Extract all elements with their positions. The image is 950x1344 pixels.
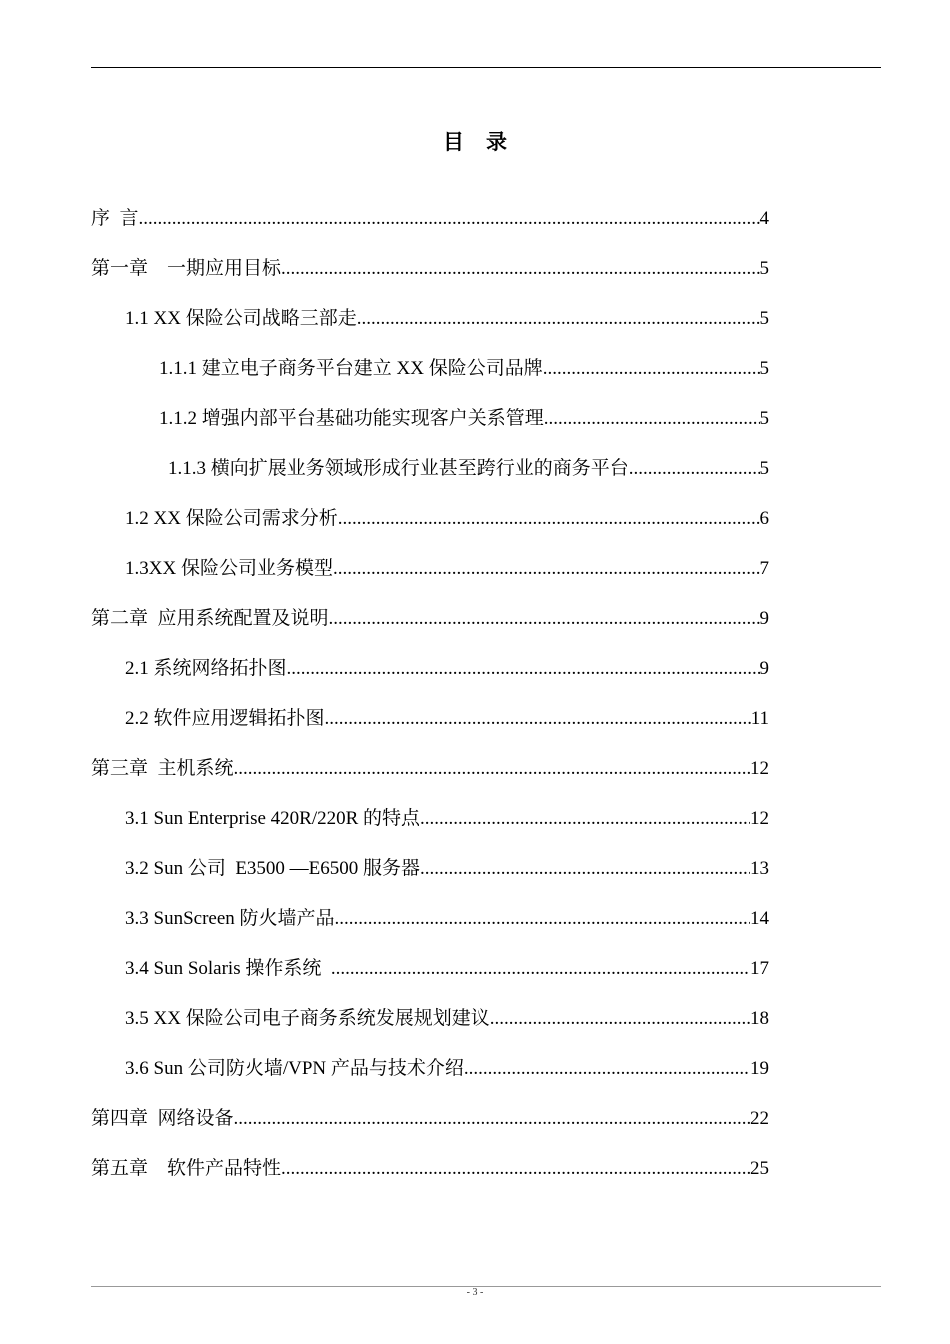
toc-title: 目录 [443, 130, 529, 154]
toc-entry-text: 第三章 主机系统 [91, 758, 234, 779]
toc-entry-text: 1.3XX 保险公司业务模型 [125, 558, 333, 579]
toc-entry-text: 3.2 Sun 公司 E3500 —E6500 服务器 [125, 858, 421, 879]
toc-entry-page: 19 [750, 1058, 769, 1079]
toc-entry[interactable] [125, 651, 769, 681]
toc-entry[interactable] [125, 951, 769, 981]
toc-entry-text: 2.2 软件应用逻辑拓扑图 [125, 708, 325, 729]
toc-dot-leader [543, 357, 760, 381]
toc-entry[interactable] [91, 1151, 769, 1181]
toc-entry[interactable] [159, 351, 769, 381]
toc-entry-page: 5 [759, 408, 769, 429]
toc-entry[interactable] [125, 701, 769, 731]
toc-dot-leader [544, 407, 760, 431]
toc-entry-page: 5 [759, 458, 769, 479]
toc-entry-page: 12 [750, 758, 769, 779]
toc-dot-leader [420, 807, 750, 831]
toc-dot-leader [420, 857, 750, 881]
toc-entry-page: 12 [750, 808, 769, 829]
toc-entry-text: 1.1 XX 保险公司战略三部走 [125, 308, 357, 329]
toc-entry-page: 6 [759, 508, 769, 529]
toc-entry-page: 18 [750, 1008, 769, 1029]
toc-dot-leader [329, 607, 760, 631]
toc-entry-page: 22 [750, 1108, 769, 1129]
toc-dot-leader [234, 757, 750, 781]
toc-dot-leader [357, 307, 760, 331]
toc-entry-page: 25 [750, 1158, 769, 1179]
toc-dot-leader [139, 207, 760, 231]
toc-entry[interactable] [159, 401, 769, 431]
toc-entry[interactable] [91, 751, 769, 781]
toc-entry-text: 1.1.1 建立电子商务平台建立 XX 保险公司品牌 [159, 358, 543, 379]
toc-entry-text: 第五章 软件产品特性 [91, 1158, 282, 1179]
toc-entry-text: 3.5 XX 保险公司电子商务系统发展规划建议 [125, 1008, 490, 1029]
toc-entry-text: 1.2 XX 保险公司需求分析 [125, 508, 338, 529]
toc-entry[interactable] [125, 301, 769, 331]
toc-entry-page: 14 [750, 908, 769, 929]
toc-entry[interactable] [91, 251, 769, 281]
toc-entry-page: 13 [750, 858, 769, 879]
toc-dot-leader [331, 957, 750, 981]
toc-dot-leader [338, 507, 760, 531]
toc-entry-text: 3.4 Sun Solaris 操作系统 [125, 958, 331, 979]
toc-entry[interactable] [91, 601, 769, 631]
toc-entry-text: 第二章 应用系统配置及说明 [91, 608, 329, 629]
toc-entry-page: 5 [759, 258, 769, 279]
toc-entry-page: 5 [759, 308, 769, 329]
toc-entry-text: 1.1.2 增强内部平台基础功能实现客户关系管理 [159, 408, 544, 429]
toc-entry[interactable] [125, 1001, 769, 1031]
toc-dot-leader [234, 1107, 750, 1131]
toc-entry-page: 9 [759, 608, 769, 629]
toc-dot-leader [490, 1007, 750, 1031]
toc-dot-leader [335, 907, 750, 931]
toc-entry[interactable] [91, 1101, 769, 1131]
toc-entry-text: 序 言 [91, 208, 139, 229]
toc-entry-page: 11 [750, 708, 769, 729]
toc-entry[interactable] [125, 901, 769, 931]
toc-entry-text: 第一章 一期应用目标 [91, 258, 282, 279]
toc-entry-text: 3.6 Sun 公司防火墙/VPN 产品与技术介绍 [125, 1058, 464, 1079]
toc-dot-leader [281, 1157, 750, 1181]
toc-entry-page: 9 [759, 658, 769, 679]
toc-dot-leader [629, 457, 760, 481]
toc-dot-leader [281, 257, 759, 281]
toc-dot-leader [464, 1057, 750, 1081]
toc-entry[interactable] [91, 201, 769, 231]
toc-entry[interactable] [125, 501, 769, 531]
toc-entry-page: 7 [759, 558, 769, 579]
toc-entry[interactable] [125, 1051, 769, 1081]
toc-entry[interactable] [125, 851, 769, 881]
toc-entry[interactable] [168, 451, 769, 481]
toc-entry-page: 4 [759, 208, 769, 229]
toc-entry-text: 3.3 SunScreen 防火墙产品 [125, 908, 335, 929]
toc-dot-leader [287, 657, 760, 681]
toc-dot-leader [333, 557, 760, 581]
toc-entry-text: 3.1 Sun Enterprise 420R/220R 的特点 [125, 808, 421, 829]
toc-dot-leader [325, 707, 751, 731]
toc-entry-page: 5 [759, 358, 769, 379]
footer-page-number: - 3 - [466, 1287, 484, 1298]
toc-entry[interactable] [125, 551, 769, 581]
toc-entry-text: 1.1.3 横向扩展业务领域形成行业甚至跨行业的商务平台 [168, 458, 629, 479]
header-rule [91, 67, 881, 68]
toc-entry-text: 第四章 网络设备 [91, 1108, 234, 1129]
toc-entry[interactable] [125, 801, 769, 831]
toc-entry-page: 17 [750, 958, 769, 979]
toc-entry-text: 2.1 系统网络拓扑图 [125, 658, 287, 679]
